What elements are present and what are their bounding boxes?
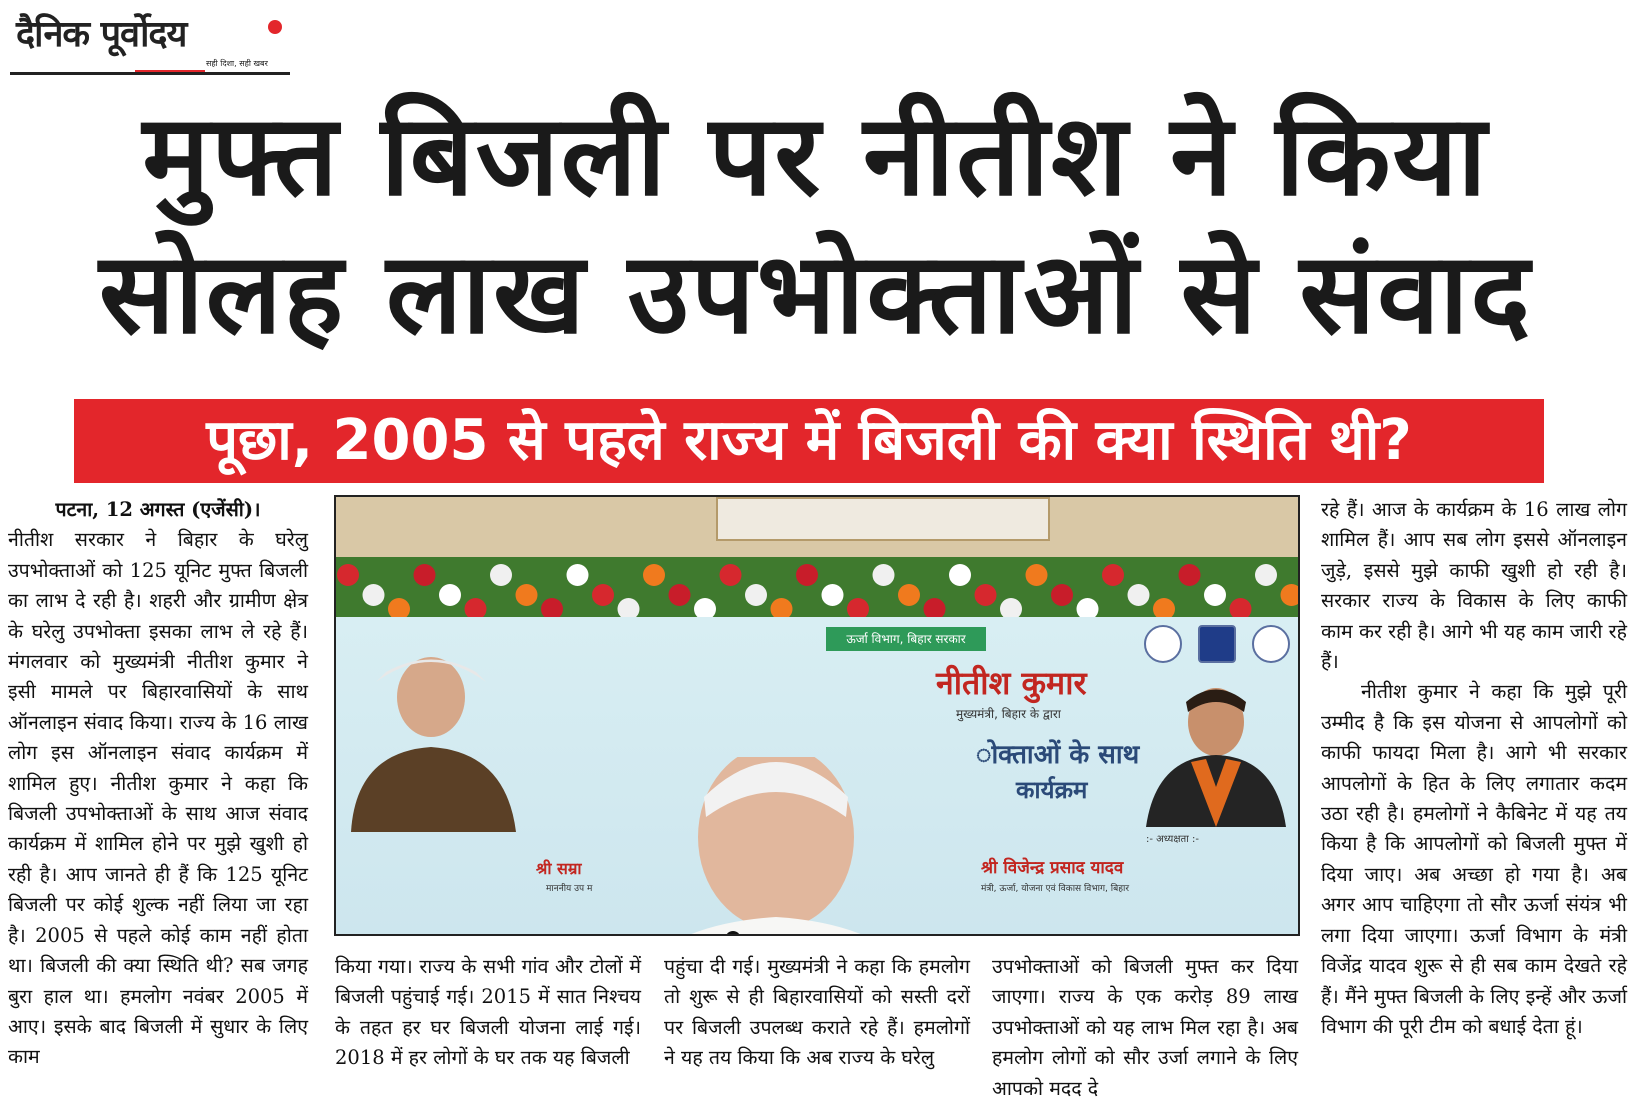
banner-name: नीतीश कुमार <box>936 664 1087 702</box>
banner-subtitle: मुख्यमंत्री, बिहार के द्वारा <box>956 707 1061 721</box>
flower <box>643 564 665 586</box>
event-banner <box>336 617 1298 934</box>
banner-minister-title: मंत्री, ऊर्जा, योजना एवं विकास विभाग, बिहार <box>981 884 1130 894</box>
banner-chair-label: :- अध्यक्षता :- <box>1146 834 1199 845</box>
flower <box>873 564 895 586</box>
banner-left-name: श्री सम्रा <box>536 859 582 878</box>
flower <box>1128 584 1150 606</box>
masthead <box>10 8 290 70</box>
column-5-text-b: नीतीश कुमार ने कहा कि मुझे पूरी उम्मीद है कि इस योजना से आपलोगों को काफी फायदा मिला है। आगे भी सरकार आपलोगों के हित के लिए लगातार कदम उठा रही है। हमलोगों ने कैबिनेट में यह तय किया है कि आपलोगों को बिजली मुफ्त में दिया जाए। अब अच्छा हो गया है। अब अगर आप चाहिएगा तो सौर ऊर्जा संयंत्र भी लगा दिया जाएगा। ऊर्जा विभाग के मंत्री विजेंद्र यादव शुरू से ही सब काम देखते रहे हैं। मैंने मुफ्त बिजली के लिए इन्हें और ऊर्जा विभाग की पूरी टीम को बधाई देता हूं। <box>1321 680 1627 1038</box>
flower <box>822 584 844 606</box>
headline-line-2: सोलह लाख उपभोक्ताओं से संवाद <box>99 229 1532 359</box>
flower <box>337 564 359 586</box>
flower <box>898 584 920 606</box>
news-photo <box>334 495 1300 936</box>
dateline: पटना, 12 अगस्त (एजेंसी)। <box>55 498 261 521</box>
flower <box>363 584 385 606</box>
nb-logo-icon <box>1198 625 1236 663</box>
flower <box>414 564 436 586</box>
portrait-right <box>1146 677 1296 827</box>
article-column-3 <box>664 952 970 1074</box>
flower <box>592 584 614 606</box>
newspaper-name: दैनिक पूर्वोदय <box>16 14 187 55</box>
article-column-4 <box>992 952 1298 1104</box>
flower <box>1255 564 1277 586</box>
article-column-1 <box>8 495 308 1073</box>
flower <box>975 584 997 606</box>
subheadline: पूछा, 2005 से पहले राज्य में बिजली की क्या स्थिति थी? <box>74 399 1544 483</box>
sb-logo-icon <box>1252 625 1290 663</box>
banner-minister-name: श्री विजेन्द्र प्रसाद यादव <box>981 858 1124 878</box>
banner-program-line-1: ोक्ताओं के साथ <box>976 740 1140 770</box>
flower <box>669 584 691 606</box>
flower <box>1102 564 1124 586</box>
flower <box>567 564 589 586</box>
flower <box>1179 564 1201 586</box>
article-column-2 <box>335 952 641 1074</box>
headline-line-1: मुफ्त बिजली पर नीतीश ने किया <box>142 91 1489 221</box>
banner-program-line-2: कार्यक्रम <box>1016 776 1088 804</box>
portrait-left <box>336 642 536 832</box>
banner-left-title: माननीय उप म <box>546 884 593 894</box>
masthead-tagline: सही दिशा, सही खबर <box>206 59 268 68</box>
flower <box>1204 584 1226 606</box>
column-1-text: नीतीश सरकार ने बिहार के घरेलु उपभोक्ताओं को 125 यूनिट मुफ्त बिजली का लाभ दे रही है। शहरी और ग्रामीण क्षेत्र के घरेलु उपभोक्ता इसका लाभ ले रहे हैं। मंगलवार को मुख्यमंत्री नीतीश कुमार ने इसी मामले पर बिहारवासियों के साथ ऑनलाइन संवाद किया। राज्य के 16 लाख लोग इस ऑनलाइन संवाद कार्यक्रम में शामिल हुए। नीतीश कुमार ने कहा कि बिजली उपभोक्ताओं के साथ आज संवाद कार्यक्रम में शामिल होने पर मुझे खुशी हो रही है। आप जानते ही हैं कि 125 यूनिट बिजली पर कोई शुल्क नहीं लिया जा रहा है। 2005 से पहले कोई काम नहीं होता था। बिजली की क्या स्थिति थी? सब जगह बुरा हाल था। हमलोग नवंबर 2005 में आए। इसके बाद बिजली में सुधार के लिए काम <box>8 528 308 1069</box>
flower <box>745 584 767 606</box>
masthead-rule <box>10 72 290 75</box>
flower <box>439 584 461 606</box>
flower <box>490 564 512 586</box>
column-5-text-a: रहे हैं। आज के कार्यक्रम के 16 लाख लोग शामिल हैं। आप सब लोग इससे ऑनलाइन जुड़े, इससे मुझे काफी खुशी हो रही है। सरकार राज्य के विकास के लिए काफी काम कर रही है। आगे भी यह काम जारी रहे हैं। <box>1321 498 1627 674</box>
flower <box>1026 564 1048 586</box>
masthead-red-bar <box>135 70 205 72</box>
article-column-5 <box>1321 495 1627 1042</box>
flower <box>1051 584 1073 606</box>
column-4-text: उपभोक्ताओं को बिजली मुफ्त कर दिया जाएगा। राज्य के एक करोड़ 89 लाख उपभोक्ताओं को यह लाभ मिल रहा है। अब हमलोग लोगों को सौर उर्जा लगाने के लिए आपको मदद दे <box>992 955 1299 1100</box>
emblem-logo-icon <box>1144 625 1182 663</box>
flower <box>516 584 538 606</box>
flower <box>720 564 742 586</box>
chief-minister-photo <box>596 757 976 936</box>
column-3-text: पहुंचा दी गई। मुख्यमंत्री ने कहा कि हमलोग तो शुरू से ही बिहारवासियों को सस्ती दरों पर बिजली उपलब्ध कराते रहे हैं। हमलोगों ने यह तय किया कि अब राज्य के घरेलु <box>664 955 970 1070</box>
banner-department: ऊर्जा विभाग, बिहार सरकार <box>826 627 986 651</box>
column-2-text: किया गया। राज्य के सभी गांव और टोलों में बिजली पहुंचाई गई। 2015 में सात निश्चय के तहत हर घर बिजली योजना लाई गई। 2018 में हर लोगों के घर तक यह बिजली <box>335 955 641 1070</box>
masthead-dot-icon <box>268 20 282 34</box>
flower <box>949 564 971 586</box>
flower <box>796 564 818 586</box>
